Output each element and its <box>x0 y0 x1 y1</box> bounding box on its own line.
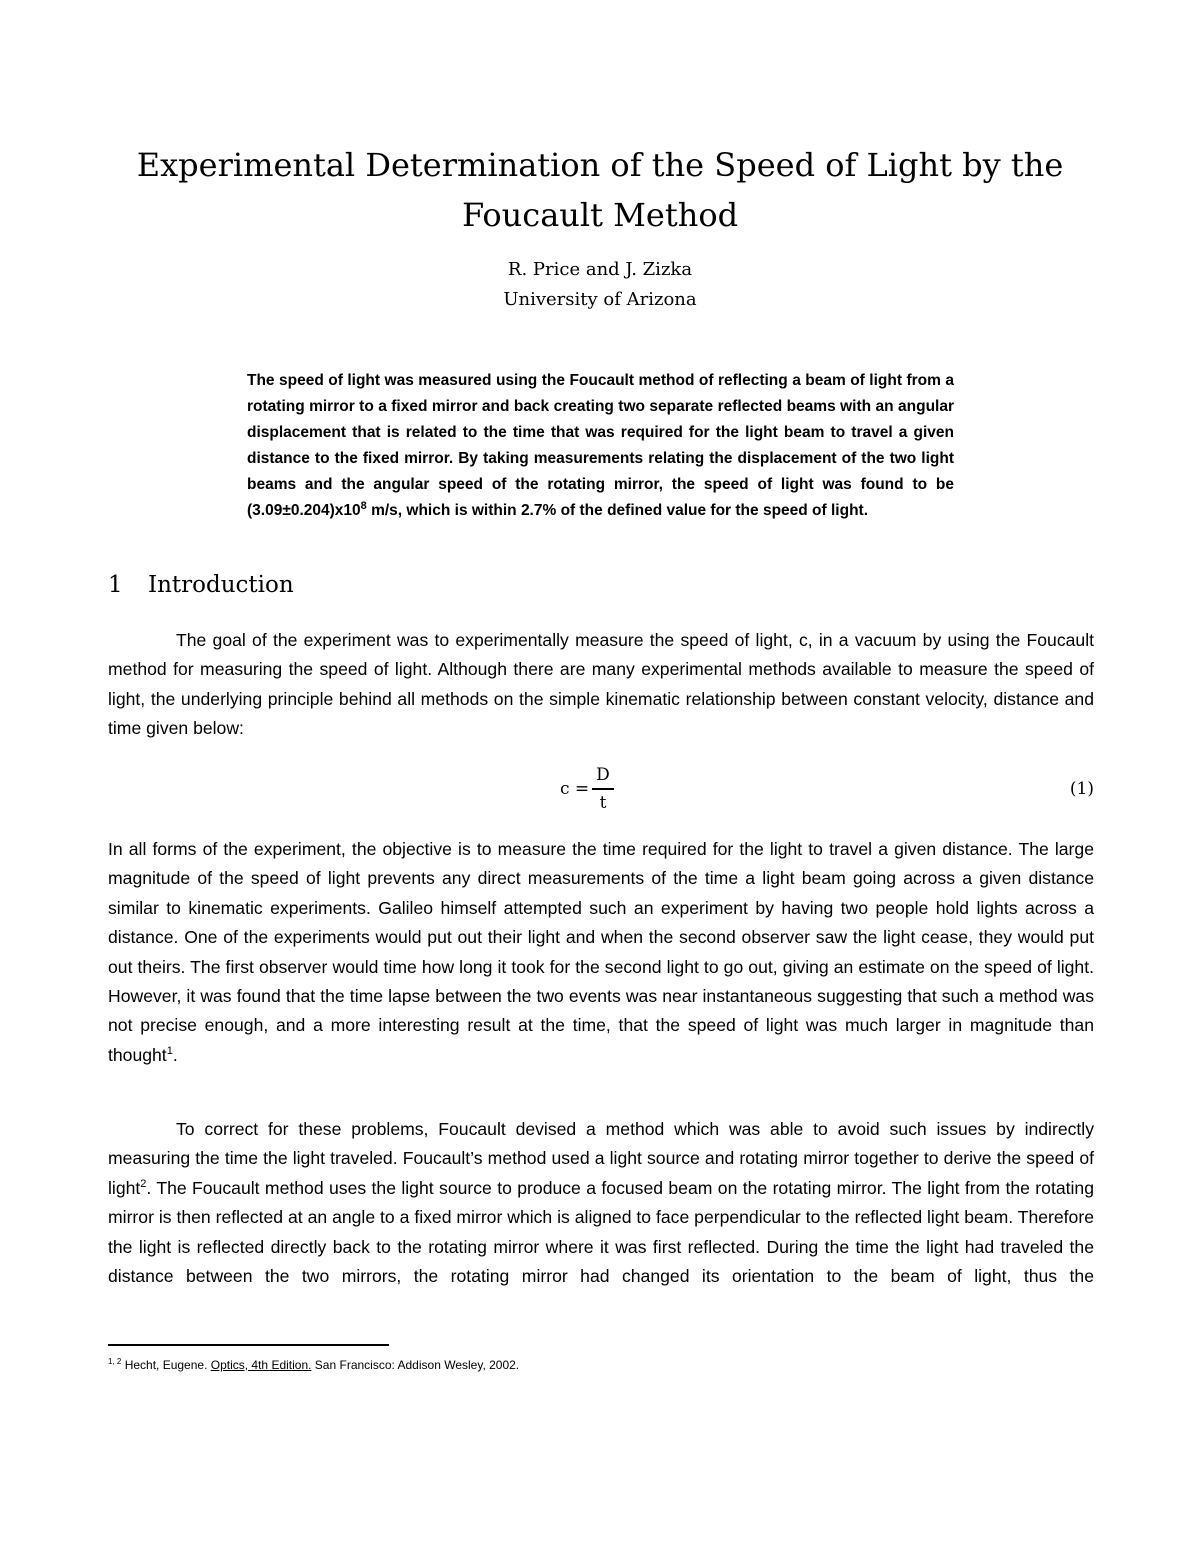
equation-fraction <box>592 762 614 816</box>
paragraph-2-text <box>108 835 1094 1070</box>
abstract-exponent: 8 <box>360 499 367 512</box>
paragraph-3-text <box>108 1115 1094 1291</box>
abstract-text: The speed of light was measured using the Foucault method of reflecting a beam of light from a rotating mirror to a fixed mirror and back creating two separate reflected beams with an angular displacement that is related to the time that was required for the light beam to travel a given distance to the fixed mirror. By taking measurements relating the displacement of the two light beams and the angular speed of the rotating mirror, the speed of light was found to be (3.09±0.204)x10 <box>247 372 954 519</box>
footnote-author: Hecht, Eugene. <box>124 1358 211 1372</box>
equation-lhs: c = <box>560 779 590 799</box>
equation-number: (1) <box>1069 779 1094 799</box>
paper-title: Experimental Determination of the Speed of Light by the Foucault Method <box>136 146 1064 234</box>
paragraph-1 <box>108 626 1094 744</box>
footnote-book-title: Optics, 4th Edition. <box>210 1358 312 1372</box>
author-names: R. Price and J. Zizka <box>507 259 693 280</box>
equation-denominator: t <box>599 793 607 813</box>
paragraph-1-text: The goal of the experiment was to experimentally measure the speed of light, c, in a vacuum by using the Foucault method for measuring the speed of light. Although there are many experimental methods available to measure the speed of light, the underlying principle behind all methods on the simple kinematic relationship between constant velocity, distance and time given below: <box>108 630 1094 739</box>
section-number: 1 <box>108 572 123 598</box>
footnote-separator <box>108 1344 389 1346</box>
paragraph-3-body-b: . The Foucault method uses the light source to produce a focused beam on the rotating mirror. The light from the rotating mirror is then reflected at an angle to a fixed mirror which is aligned to face perpendicular to the reflected light beam. Therefore the light is reflected directly back to the rotating mirror where it was first reflected. During the time the light had traveled the distance between the two mirrors, the rotating mirror had changed its orientation to the beam of light, thus the <box>108 1177 1094 1287</box>
abstract-tail: m/s, which is within 2.7% of the defined value for the speed of light. <box>366 502 869 519</box>
equation-numerator: D <box>596 765 610 785</box>
footnote <box>108 1353 1008 1374</box>
paragraph-3 <box>108 1115 1094 1291</box>
author-block <box>100 255 1100 315</box>
equation-1 <box>108 762 1094 818</box>
footnote-ref-2: 2 <box>140 1177 147 1190</box>
paragraph-2-end: . <box>172 1044 178 1065</box>
footnote-marks: 1, 2 <box>108 1357 122 1366</box>
section-heading <box>108 568 294 602</box>
abstract <box>247 368 954 524</box>
affiliation: University of Arizona <box>503 289 697 310</box>
paragraph-2-body: In all forms of the experiment, the objective is to measure the time required for the light to travel a given distance. The large magnitude of the speed of light prevents any direct measurements of the time a light beam going across a given distance similar to kinematic experiments. Galileo himself attempted such an experiment by having two people hold lights across a distance. One of the experiments would put out their light and when the second observer saw the light cease, they would put out theirs. The first observer would time how long it took for the second light to go out, giving an estimate on the speed of light. However, it was found that the time lapse between the two events was near instantaneous suggesting that such a method was not precise enough, and a more interesting result at the time, that the speed of light was much larger in magnitude than thought <box>108 839 1094 1065</box>
footnote-ref-1: 1 <box>166 1044 173 1057</box>
paragraph-2 <box>108 835 1094 1070</box>
footnote-publisher: San Francisco: Addison Wesley, 2002. <box>311 1358 520 1372</box>
paragraph-3-body-a: To correct for these problems, Foucault devised a method which was able to avoid such issues by indirectly measuring the time the light traveled. Foucault’s method used a light source and rotating mirror together to derive the speed of light <box>108 1119 1094 1198</box>
section-title: Introduction <box>148 572 294 598</box>
